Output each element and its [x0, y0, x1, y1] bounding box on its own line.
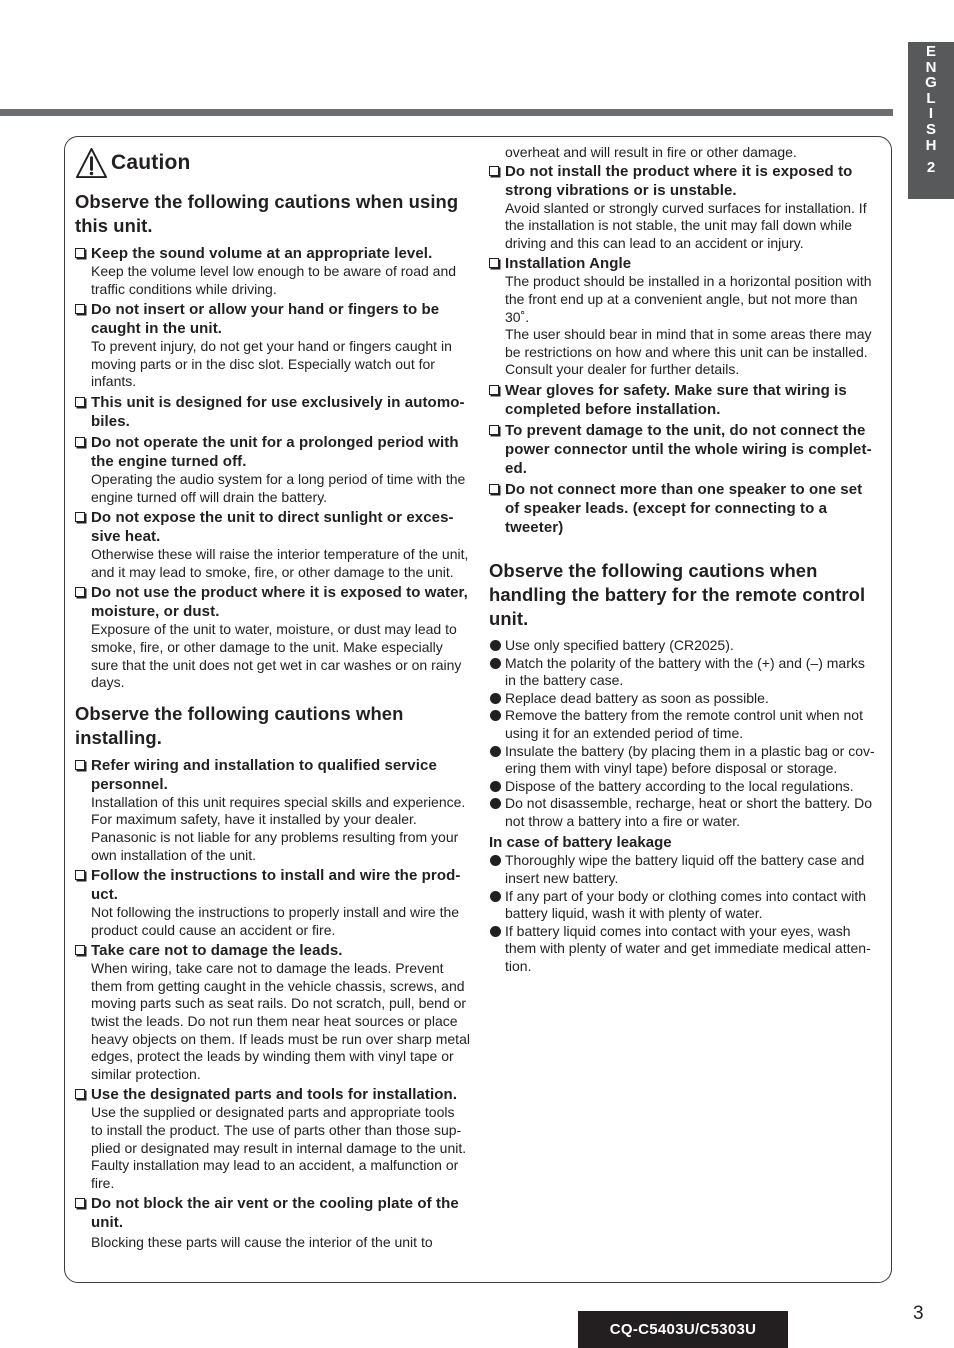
bullet-text: Dispose of the battery according to the local regulations. — [505, 777, 854, 794]
battery-bullet — [489, 778, 879, 796]
caution-item — [75, 941, 470, 1083]
checkbox-bullet-icon — [75, 512, 85, 522]
caution-item-body: The product should be installed in a horizontal position with the front end up at a convenient angle, but not more than 30˚. — [505, 273, 872, 325]
bullet-dot-icon — [490, 640, 501, 651]
bullet-text: Use only specified battery (CR2025). — [505, 636, 734, 653]
caution-item — [75, 1194, 470, 1252]
bullet-dot-icon — [490, 693, 501, 704]
caution-item-head: Wear gloves for safety. Make sure that wiring is completed before installation. — [505, 381, 847, 418]
checkbox-bullet-icon — [75, 1089, 85, 1099]
caution-item — [75, 393, 470, 431]
language-letter: E — [925, 43, 936, 60]
language-letter: N — [925, 58, 937, 76]
leakage-heading: In case of battery leakage — [489, 834, 672, 852]
caution-item-head: Follow the instructions to install and wire the prod-uct. — [91, 867, 461, 904]
page-number: 3 — [913, 1303, 924, 1324]
caution-item — [489, 162, 879, 253]
bullet-dot-icon — [490, 855, 501, 866]
section-heading-use: Observe the following cautions when using this unit. — [75, 191, 459, 236]
caution-item — [75, 433, 470, 506]
caution-item-body: Not following the instructions to properly install and wire the product could cause an accident or fire. — [91, 904, 460, 938]
caution-item-body: Use the supplied or designated parts and appropriate tools to install the product. The use of parts other than those sup-plied or designated may result in internal damage to the unit. Faulty installation may lead to an accident, a malfunction or fire. — [91, 1104, 467, 1191]
caution-item — [75, 508, 470, 581]
bullet-dot-icon — [490, 891, 501, 902]
bullet-dot-icon — [490, 798, 501, 809]
caution-item — [75, 244, 470, 298]
section-number: 2 — [926, 159, 936, 177]
bullet-dot-icon — [490, 658, 501, 669]
right-column — [489, 144, 879, 976]
section-heading-battery: Observe the following cautions when handling the battery for the remote control unit. — [489, 559, 866, 629]
caution-item-body: Otherwise these will raise the interior temperature of the unit, and it may lead to smoke, fire, or other damage to the unit. — [91, 546, 469, 580]
language-letter: L — [926, 89, 936, 107]
checkbox-bullet-icon — [489, 166, 499, 176]
caution-item-head: To prevent damage to the unit, do not connect the power connector until the whole wiring is complet-ed. — [505, 421, 872, 477]
checkbox-bullet-icon — [75, 248, 85, 258]
caution-item — [75, 300, 470, 391]
checkbox-bullet-icon — [75, 760, 85, 770]
bullet-text: If any part of your body or clothing comes into contact with battery liquid, wash it with plenty of water. — [505, 887, 867, 922]
bullet-text: Remove the battery from the remote control unit when not using it for an extended period of time. — [505, 707, 863, 741]
caution-item — [75, 866, 470, 939]
caution-item — [489, 381, 879, 419]
caution-item-head: Do not install the product where it is exposed to strong vibrations or is unstable. — [505, 162, 853, 199]
caution-item — [489, 254, 879, 379]
left-column — [75, 146, 470, 1254]
caution-item — [75, 756, 470, 864]
language-letter: G — [925, 74, 937, 92]
caution-item-head: Do not connect more than one speaker to one set of speaker leads. (except for connecting to a tweeter) — [505, 480, 863, 536]
checkbox-bullet-icon — [489, 484, 499, 494]
top-rule — [0, 109, 893, 116]
caution-item — [75, 1085, 470, 1192]
model-number-badge: CQ-C5403U/C5303U — [578, 1311, 788, 1348]
battery-bullet — [489, 637, 879, 655]
checkbox-bullet-icon — [75, 1198, 85, 1208]
caution-heading — [75, 146, 470, 180]
caution-item-body: When wiring, take care not to damage the leads. Prevent them from getting caught in the vehicle chassis, screws, and moving parts such as seat rails. Do not scratch, pull, bend or twist the leads. Do not run them near heat sources or place heavy objects on them. If leads must be run over sharp metal edges, protect the leads by winding them with vinyl tape or similar protection. — [91, 960, 470, 1082]
battery-bullet — [489, 743, 879, 778]
caution-item-head: Take care not to damage the leads. — [91, 942, 343, 960]
leakage-bullet — [489, 852, 879, 887]
checkbox-bullet-icon — [75, 945, 85, 955]
leakage-bullet — [489, 923, 879, 976]
caution-item-body: The user should bear in mind that in some areas there may be restrictions on how and where this unit can be installed. Consult your dealer for further details. — [505, 326, 872, 378]
language-letter: I — [928, 105, 934, 123]
caution-item-body: Installation of this unit requires special skills and experience. For maximum safety, have it installed by your dealer. Panasonic is not liable for any problems resulting from your own installation of the unit. — [91, 793, 466, 863]
caution-item — [75, 583, 470, 691]
battery-bullet — [489, 707, 879, 742]
battery-bullet — [489, 690, 879, 708]
bullet-dot-icon — [490, 781, 501, 792]
caution-item-body: Avoid slanted or strongly curved surfaces for installation. If the installation is not stable, the unit may fall down while driving and this can lead to an accident or injury. — [505, 199, 867, 251]
bullet-text: Insulate the battery (by placing them in a plastic bag or cov-ering them with vinyl tape) before disposal or storage. — [505, 742, 875, 777]
caution-item-head: Installation Angle — [505, 255, 632, 273]
caution-item — [489, 480, 879, 537]
caution-item-head: Do not block the air vent or the cooling plate of the unit. — [91, 1195, 459, 1232]
caution-item-head: This unit is designed for use exclusively in automo-biles. — [91, 393, 465, 430]
language-letter: S — [925, 120, 936, 138]
caution-item-head: Do not use the product where it is exposed to water, moisture, or dust. — [91, 584, 468, 621]
caution-title: Caution — [111, 151, 191, 175]
caution-item-body: Operating the audio system for a long period of time with the engine turned off will drain the battery. — [91, 470, 466, 505]
checkbox-bullet-icon — [489, 385, 499, 395]
language-letter: H — [925, 136, 937, 154]
caution-item-head: Refer wiring and installation to qualified service personnel. — [91, 756, 437, 793]
bullet-dot-icon — [490, 710, 501, 721]
bullet-text: Do not disassemble, recharge, heat or short the battery. Do not throw a battery into a fire or water. — [505, 795, 873, 829]
checkbox-bullet-icon — [75, 397, 85, 407]
checkbox-bullet-icon — [75, 437, 85, 447]
checkbox-bullet-icon — [75, 870, 85, 880]
caution-item-body: To prevent injury, do not get your hand or fingers caught in moving parts or in the disc slot. Especially watch out for infants. — [91, 338, 452, 390]
leakage-bullet — [489, 888, 879, 923]
continued-text: overheat and will result in fire or other damage. — [505, 144, 797, 160]
bullet-dot-icon — [490, 746, 501, 757]
bullet-text: Replace dead battery as soon as possible. — [505, 689, 769, 706]
checkbox-bullet-icon — [489, 258, 499, 268]
caution-item-head: Do not expose the unit to direct sunlight or exces-sive heat. — [91, 509, 454, 546]
checkbox-bullet-icon — [75, 304, 85, 314]
caution-item — [489, 421, 879, 478]
checkbox-bullet-icon — [75, 587, 85, 597]
language-tab — [908, 42, 954, 199]
caution-item-body: Keep the volume level low enough to be aware of road and traffic conditions while driving. — [91, 263, 457, 297]
caution-item-body: Blocking these parts will cause the interior of the unit to — [91, 1234, 433, 1251]
caution-item-head: Do not operate the unit for a prolonged period with the engine turned off. — [91, 433, 459, 470]
battery-bullet — [489, 655, 879, 690]
bullet-text: If battery liquid comes into contact with your eyes, wash them with plenty of water and get immediate medical atten-tion. — [505, 922, 871, 975]
checkbox-bullet-icon — [489, 425, 499, 435]
caution-item-head: Keep the sound volume at an appropriate level. — [91, 245, 433, 262]
caution-item-body: Exposure of the unit to water, moisture, or dust may lead to smoke, fire, or other damage to the unit. Make especially sure that the unit does not get wet in car washes or on rainy days. — [91, 621, 462, 691]
bullet-dot-icon — [490, 926, 501, 937]
battery-bullet — [489, 795, 879, 830]
warning-triangle-icon — [75, 147, 108, 180]
bullet-text: Match the polarity of the battery with the (+) and (–) marks in the battery case. — [505, 654, 865, 689]
caution-item-head: Use the designated parts and tools for installation. — [91, 1086, 458, 1104]
caution-item-head: Do not insert or allow your hand or fingers to be caught in the unit. — [91, 301, 440, 338]
section-heading-install: Observe the following cautions when installing. — [75, 702, 404, 748]
bullet-text: Thoroughly wipe the battery liquid off the battery case and insert new battery. — [505, 852, 865, 887]
